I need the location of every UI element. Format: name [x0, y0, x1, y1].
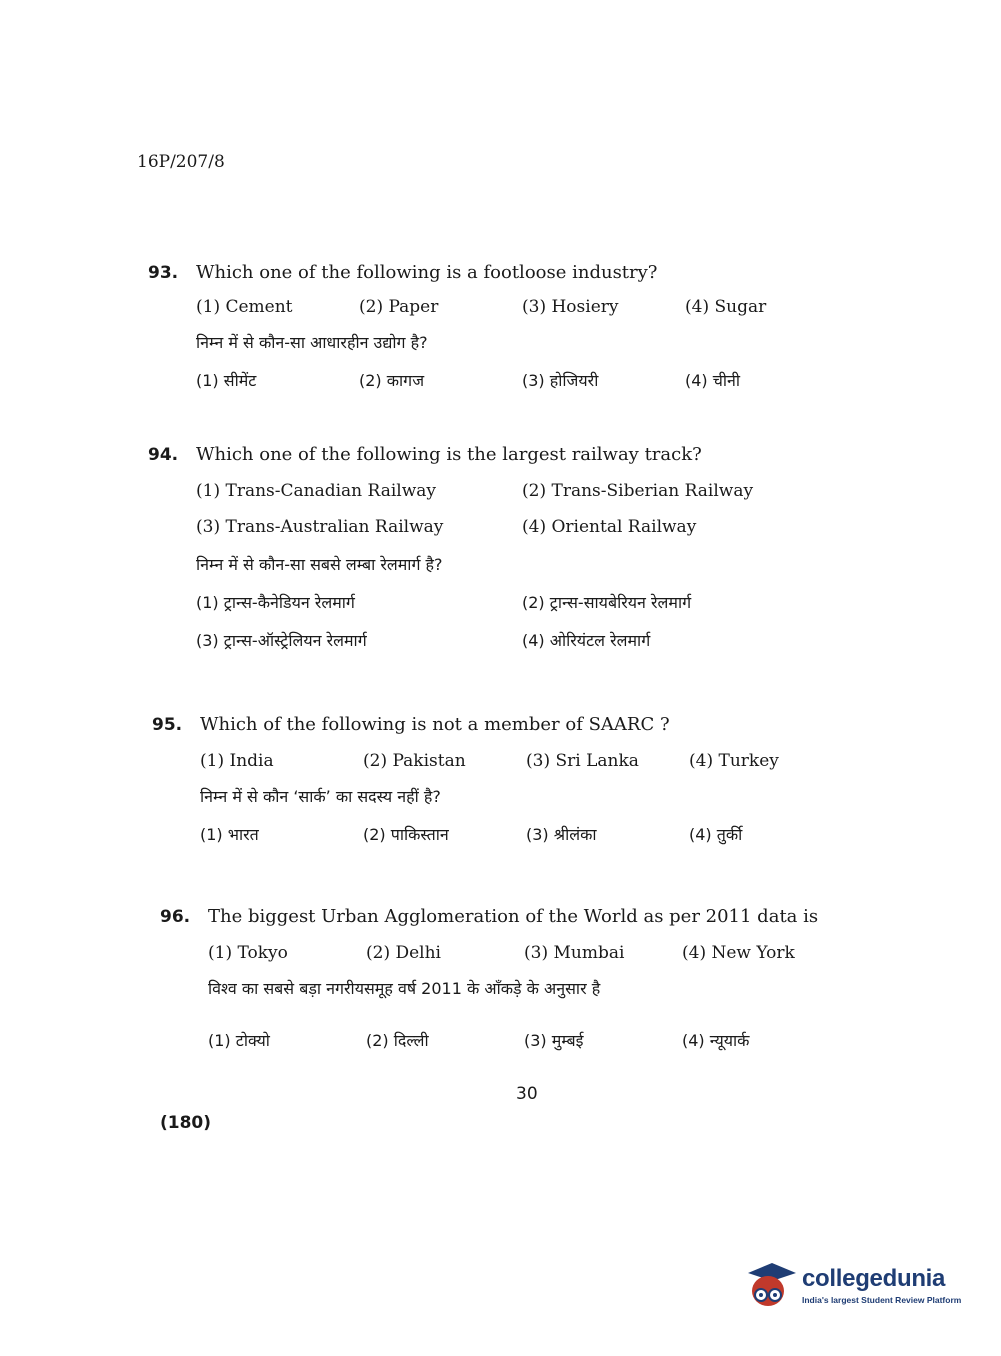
option: (3) होजियरी	[522, 371, 599, 390]
question-95	[152, 714, 852, 845]
options-en	[208, 943, 840, 963]
options-en-row2	[196, 517, 848, 537]
option: (2) पाकिस्तान	[363, 825, 449, 844]
option: (4) चीनी	[685, 371, 741, 390]
option: (1) सीमेंट	[196, 371, 257, 390]
options-hi-row1	[196, 591, 848, 613]
option: (1) टोक्यो	[208, 1031, 270, 1050]
options-en	[200, 751, 852, 771]
option: (2) दिल्ली	[366, 1031, 429, 1050]
option: (2) Trans-Siberian Railway	[522, 481, 754, 501]
option: (2) Delhi	[366, 943, 441, 963]
question-text-hi: विश्व का सबसे बड़ा नगरीयसमूह वर्ष 2011 के आँकड़े के अनुसार है	[208, 979, 601, 998]
option: (1) भारत	[200, 825, 259, 844]
options-hi-row2	[196, 629, 848, 651]
option: (3) Sri Lanka	[526, 751, 639, 771]
option: (4) न्यूयार्क	[682, 1031, 750, 1050]
question-text-en: The biggest Urban Agglomeration of the World as per 2011 data is	[208, 906, 819, 927]
mascot-icon	[742, 1257, 798, 1313]
logo-name: collegedunia	[802, 1265, 946, 1292]
question-text-en: Which one of the following is the largest railway track?	[196, 444, 702, 465]
question-93	[148, 262, 848, 391]
option: (4) New York	[682, 943, 795, 963]
question-text-hi: निम्न में से कौन ‘सार्क’ का सदस्य नहीं है?	[200, 787, 441, 806]
option: (2) कागज	[359, 371, 425, 390]
question-94	[148, 444, 848, 651]
options-en	[196, 297, 848, 317]
options-hi	[200, 823, 852, 845]
logo-tagline: India's largest Student Review Platform	[802, 1295, 962, 1305]
option: (1) Cement	[196, 297, 293, 317]
question-number: 94.	[148, 445, 179, 465]
option: (4) Sugar	[685, 297, 767, 317]
option: (1) ट्रान्स-कैनेडियन रेलमार्ग	[196, 593, 355, 612]
options-hi	[196, 369, 848, 391]
option: (1) Tokyo	[208, 943, 288, 963]
option: (2) Paper	[359, 297, 439, 317]
question-text-en: Which of the following is not a member of SAARC ?	[200, 714, 670, 735]
options-en-row1	[196, 481, 848, 501]
option: (4) Oriental Railway	[522, 517, 697, 537]
option: (3) Trans-Australian Railway	[196, 517, 444, 537]
question-number: 93.	[148, 263, 179, 283]
question-number: 95.	[152, 715, 183, 735]
question-96	[160, 906, 840, 1051]
option: (2) ट्रान्स-सायबेरियन रेलमार्ग	[522, 593, 692, 612]
paper-code: 16P/207/8	[137, 152, 225, 172]
option: (1) Trans-Canadian Railway	[196, 481, 437, 501]
option: (4) Turkey	[689, 751, 779, 771]
option: (3) मुम्बई	[524, 1031, 584, 1050]
options-hi	[208, 1029, 840, 1051]
question-text-hi: निम्न में से कौन-सा सबसे लम्बा रेलमार्ग है?	[196, 555, 443, 574]
option: (1) India	[200, 751, 274, 771]
option: (3) Mumbai	[524, 943, 625, 963]
option: (4) तुर्की	[689, 825, 743, 844]
option: (4) ओरियंटल रेलमार्ग	[522, 631, 651, 650]
question-text-hi: निम्न में से कौन-सा आधारहीन उद्योग है?	[196, 333, 428, 352]
collegedunia-logo[interactable]	[742, 1250, 972, 1320]
option: (2) Pakistan	[363, 751, 466, 771]
question-total: (180)	[160, 1113, 212, 1133]
question-number: 96.	[160, 907, 191, 927]
option: (3) श्रीलंका	[526, 825, 597, 844]
page-number: 30	[516, 1084, 538, 1104]
question-text-en: Which one of the following is a footloose industry?	[196, 262, 658, 283]
option: (3) Hosiery	[522, 297, 619, 317]
option: (3) ट्रान्स-ऑस्ट्रेलियन रेलमार्ग	[196, 631, 367, 650]
